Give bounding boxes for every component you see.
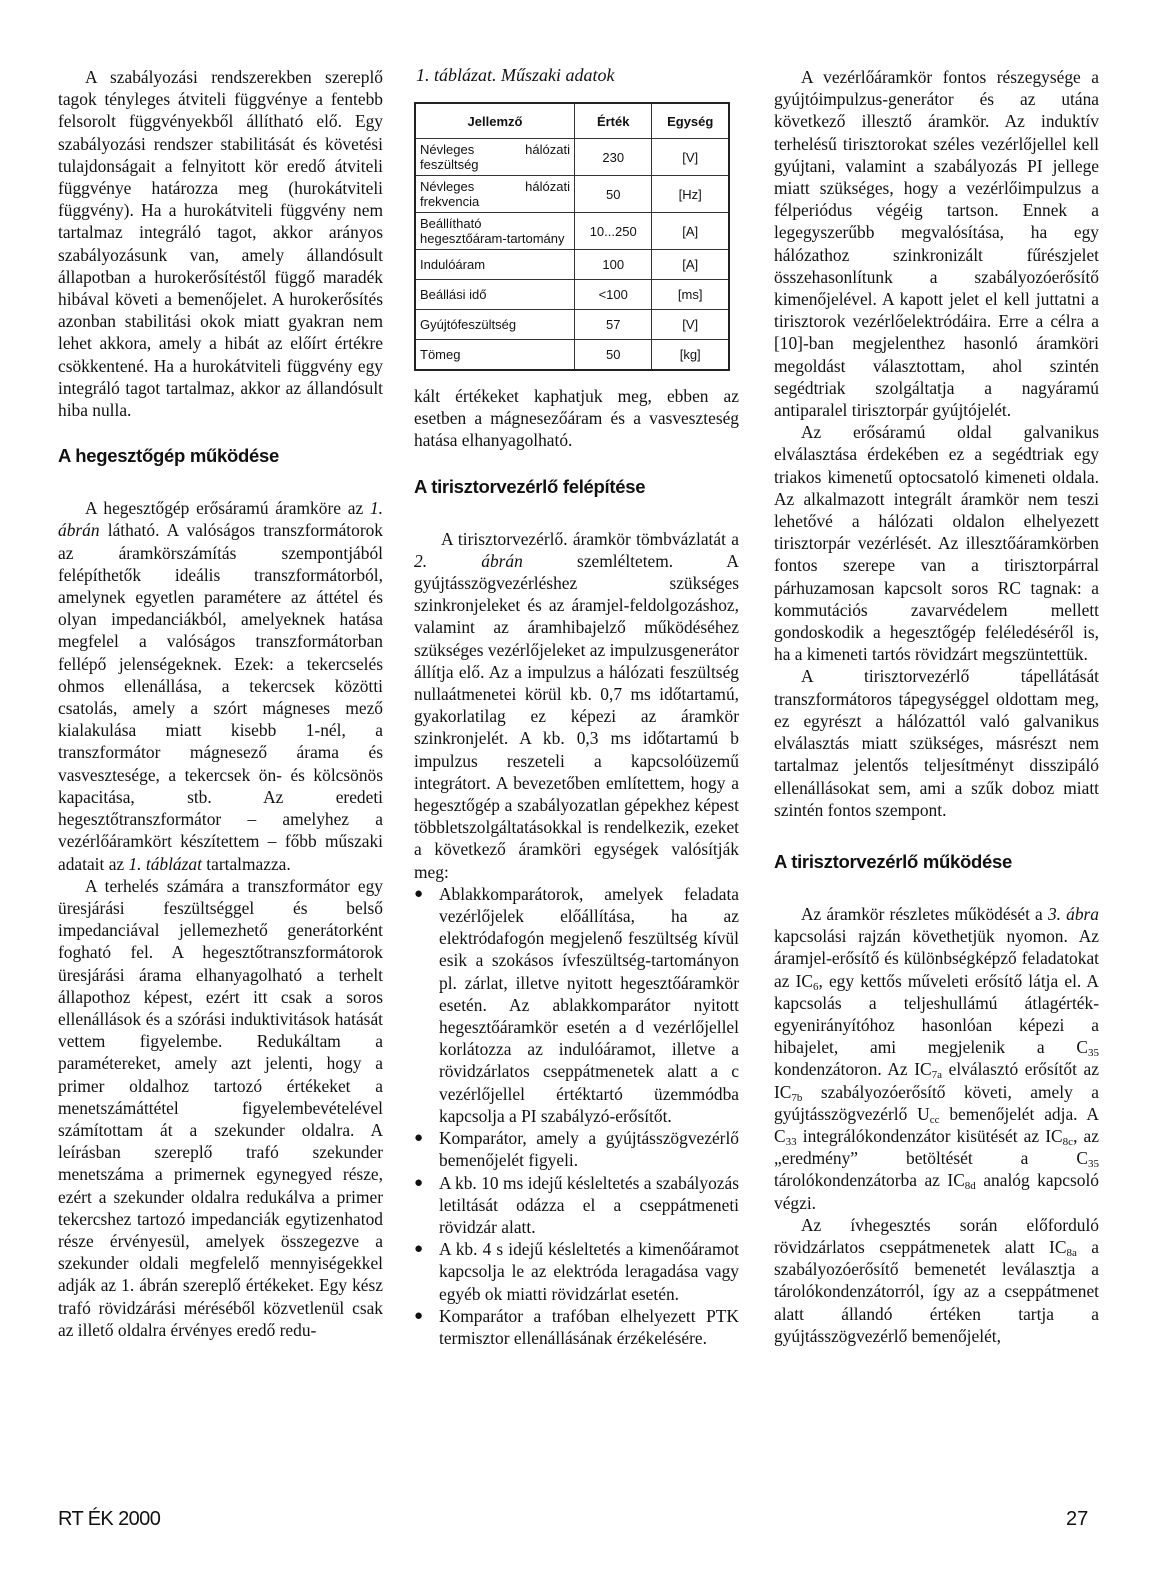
- list-item: ● Ablakkomparátorok, amelyek feladata vezérlőjelek előállítása, ha az elektródafogón megjelenő feszültség kívül esik a szokásos ívfeszültség-tartományon pl. zárlat, illetve nyitott hegesztőáramkör esetén. Az ablakkomparátor nyitott hegesztőáramkör esetén a d vezérlőjellel korlátozza az indulóáramot, illetve a rövidzárlatos cseppátmenetek alatt a c vezérlőjellel értéktartó üzemmódba kapcsolja a PI szabályzó-erősítőt.: [414, 883, 739, 1127]
- list-item: ● Komparátor, amely a gyújtásszögvezérlő bemenőjelét figyeli.: [414, 1127, 739, 1171]
- section-heading: A tirisztorvezérlő működése: [774, 850, 1012, 872]
- table-row: Névleges hálózati frekvencia 50 [Hz]: [415, 176, 729, 213]
- paragraph: A terhelés számára a transzformátor egy üresjárási feszültséggel és belső impedanciával jellemezhető generátorként fogható fel. A hegesztőtranszformátorok üresjárási árama elhanyagolható a terhelt állapothoz képest, ezért itt csak a soros ellenállások és a szórási induktivitások hatását vettem figyelembe. Redukáltam a paramétereket, amely azt jelenti, hogy a primer oldalhoz tartozó értékeket a menetszámáttétel figyelembevételével számítottam át a szekunder oldalra. A leírásban szereplő trafó szekunder menetszáma a primernek egynegyed része, ezért a szekunder oldalra redukálva a primer tekercshez tartozó impedanciák egytizenhatod része érvényesül, amelyek összegezve a szekunder oldali megfelelő mennyiségekkel adják az 1. ábrán szereplő értékeket. Egy kész trafó rövidzárási méréséből közvetlenül csak az illető oldalra érvényes eredő redu-: [58, 875, 383, 1340]
- table-row: Beállítható hegesztőáram-tartomány 10...250 [A]: [415, 213, 729, 250]
- table-header-row: [415, 103, 729, 139]
- section-heading: A hegesztőgép működése: [58, 445, 279, 467]
- figure-reference: 1. ábrán: [58, 498, 383, 541]
- figure-reference: 2. ábrán: [414, 550, 523, 571]
- list-item: ● Komparátor a trafóban elhelyezett PTK termisztor ellenállásának érzékelésére.: [414, 1305, 739, 1349]
- paragraph: A tirisztorvezérlő tápellátását transzformátoros tápegységgel oldottam meg, ez egyrészt a hálózattól való galvanikus elválasztás miatt szükséges, másrészt nem tartalmaz jelentős teljesítményt disszipáló ellenállásokat sem, ami a szűk doboz miatt szintén fontos szempont.: [774, 666, 1099, 820]
- journal-footer: RT ÉK 2000: [58, 1508, 161, 1530]
- paragraph: A tirisztorvezérlő. áramkör tömbvázlatát a 2. ábrán szemléltetem. A gyújtásszögvezérléshez szükséges szinkronjeleket és az áramjel-feldolgozáshoz, valamint az áramhibajelző működéséhez szükséges vezérlőjeleket az impulzusgenerátor állítja elő. Az a impulzus a hálózati feszültség nullaátmenetei körül kb. 0,7 ms időtartamú, gyakorlatilag ez képezi az áramkör szinkronjelét. A kb. 0,3 ms időtartamú b impulzus reszeteli a kapcsolóüzemű integrátort. A bevezetőben említettem, hogy a hegesztőgép a szabályozatlan gépekhez képest többletszolgáltatásokkal is rendelkezik, ezeket a következő áramköri egységek valósítják meg:: [414, 528, 739, 882]
- paragraph: kált értékeket kaphatjuk meg, ebben az esetben a mágnesezőáram és a vasveszteség hatása elhanyagolható.: [414, 386, 739, 451]
- paragraph: Az ívhegesztés során előforduló rövidzárlatos cseppátmenetek alatt $IC_{8a}$ a szabályozóerősítő bemenetét leválasztja a tárolókondenzátorról, így az a cseppátmenet alatt állandó értéken tartja a gyújtásszögvezérlő bemenőjelét,: [774, 1214, 1099, 1346]
- table-row: Indulóáram 100 [A]: [415, 250, 729, 280]
- table-caption: 1. táblázat. Műszaki adatok: [416, 65, 615, 85]
- table-reference: 1. táblázat: [128, 853, 202, 874]
- list-item: ● A kb. 4 s idejű késleltetés a kimenőáramot kapcsolja le az elektróda leragadása vagy egyéb ok miatti rövidzárlat esetén.: [414, 1238, 739, 1305]
- column-header: Érték: [575, 103, 652, 139]
- page-number: 27: [1066, 1508, 1089, 1530]
- paragraph: A hegesztőgép erősáramú áramköre az 1. ábrán látható. A valóságos transzformátorok az áramkörszámítás szempontjából felépíthetők ideális transzformátorból, amelynek egyetlen paramétere az áttétel és olyan impedanciákból, amelyeknek hatása megfelel a valóságos transzformátorban fellépő jelenségeknek. Ezek: a tekercselés ohmos ellenállása, a tekercsek közötti csatolás, amely a szórt mágneses mező kialakulása miatt kisebb 1-nél, a transzformátor mágnesező árama és vasvesztesége, a tekercsek ön- és kölcsönös kapacitása, stb. Az eredeti hegesztőtranszformátor – amelyhez a vezérlőáramkört készítettem – főbb műszaki adatait az 1. táblázat tartalmazza.: [58, 498, 383, 874]
- column-1: [58, 66, 383, 1341]
- table-row: Tömeg 50 [kg]: [415, 340, 729, 371]
- table-row: Névleges hálózati feszültség 230 [V]: [415, 139, 729, 176]
- paragraph: A szabályozási rendszerekben szereplő tagok tényleges átviteli függvénye a fentebb felsorolt függvényekből állítható elő. Egy szabályozási rendszer stabilitását és követési tulajdonságait a felnyitott kör eredő átviteli függvénye határozza meg (hurokátviteli függvény). Ha a hurokátviteli függvény nem tartalmaz integráló tagot, akkor arányos szabályozásunk van, amely állandósult állapotban a hurokerősítéstől függő maradék hibával követi a bemenőjelet. A hurokerősítés azonban stabilitási okok miatt gyakran nem lehet akkora, amely a hibát az előírt értékre csökkentené. Ha a hurokátviteli függvény egy integráló tagot tartalmaz, akkor az állandósult hiba nulla.: [58, 67, 383, 421]
- column-3: [774, 66, 1099, 1347]
- column-header: Egység: [652, 103, 729, 139]
- specs-table: [414, 102, 730, 371]
- column-2: [414, 64, 739, 1349]
- paragraph: A vezérlőáramkör fontos részegysége a gyújtóimpulzus-generátor és az utána következő illesztő áramkör. Az induktív terhelésű tirisztorokat széles vezérlőjellel kell gyújtani, valamint a szabályozás PI jellege miatt szükséges, hogy a vezérlőimpulzus a félperiódus végéig tartson. Ennek a legegyszerűbb megvalósítása, ha egy hálózathoz szinkronizált fűrészjelet összehasonlítunk a szabályozóerősítő kimenőjelével. A kapott jelet el kell juttatni a tirisztorok vezérlőelektródáira. Erre a célra a [10]-ban megjelenthez hasonló áramköri megoldást választottam, ahol szintén segédtriak szolgáltatja a nagyáramú antiparalel tirisztorpár gyújtójelét.: [774, 67, 1099, 421]
- column-header: Jellemző: [415, 103, 575, 139]
- list-item: ● A kb. 10 ms idejű késleltetés a szabályozás letiltását odázza el a cseppátmeneti rövidzár alatt.: [414, 1172, 739, 1239]
- paragraph: Az áramkör részletes működését a 3. ábra kapcsolási rajzán követhetjük nyomon. Az áramjel-erősítő és különbségképző feladatokat az $IC_6$, egy kettős műveleti erősítő látja el. A kapcsolás a teljeshullámú átlagérték-egyenirányítóhoz hasonlóan képezi a hibajelet, ami megjelenik a $C_{35}$ kondenzátoron. Az $IC_{7a}$ elválasztó erősítőt az $IC_{7b}$ szabályozóerősítő követi, amely a gyújtásszögvezérlő $U_{cc}$ bemenőjelét adja. A $C_{33}$ integrálókondenzátor kisütését az $IC_{8c}$, az „eredmény” betöltését a $C_{35}$ tárolókondenzátorba az $IC_{8d}$ analóg kapcsoló végzi.: [774, 903, 1100, 1213]
- figure-reference: 3. ábra: [1047, 903, 1099, 924]
- paragraph: Az erősáramú oldal galvanikus elválasztása érdekében ez a segédtriak egy triakos kimenetű optocsatoló kimeneti oldala. Az alkalmazott integrált áramkör nem teszi lehetővé a hálózati oldalon elhelyezett tirisztorpár vezérlését. Az illesztőáramkörben fontos szerepe van a tirisztorpárral párhuzamosan kapcsolt soros RC tagnak: a kommutációs zavarvédelem mellett gondoskodik a hegesztőgép feléledéséről is, ha a kimeneti tartós rövidzárt megszüntettük.: [774, 422, 1099, 665]
- table-row: Beállási idő <100 [ms]: [415, 280, 729, 310]
- section-heading: A tirisztorvezérlő felépítése: [414, 475, 646, 497]
- table-row: Gyújtófeszültség 57 [V]: [415, 310, 729, 340]
- feature-list: [414, 883, 739, 1349]
